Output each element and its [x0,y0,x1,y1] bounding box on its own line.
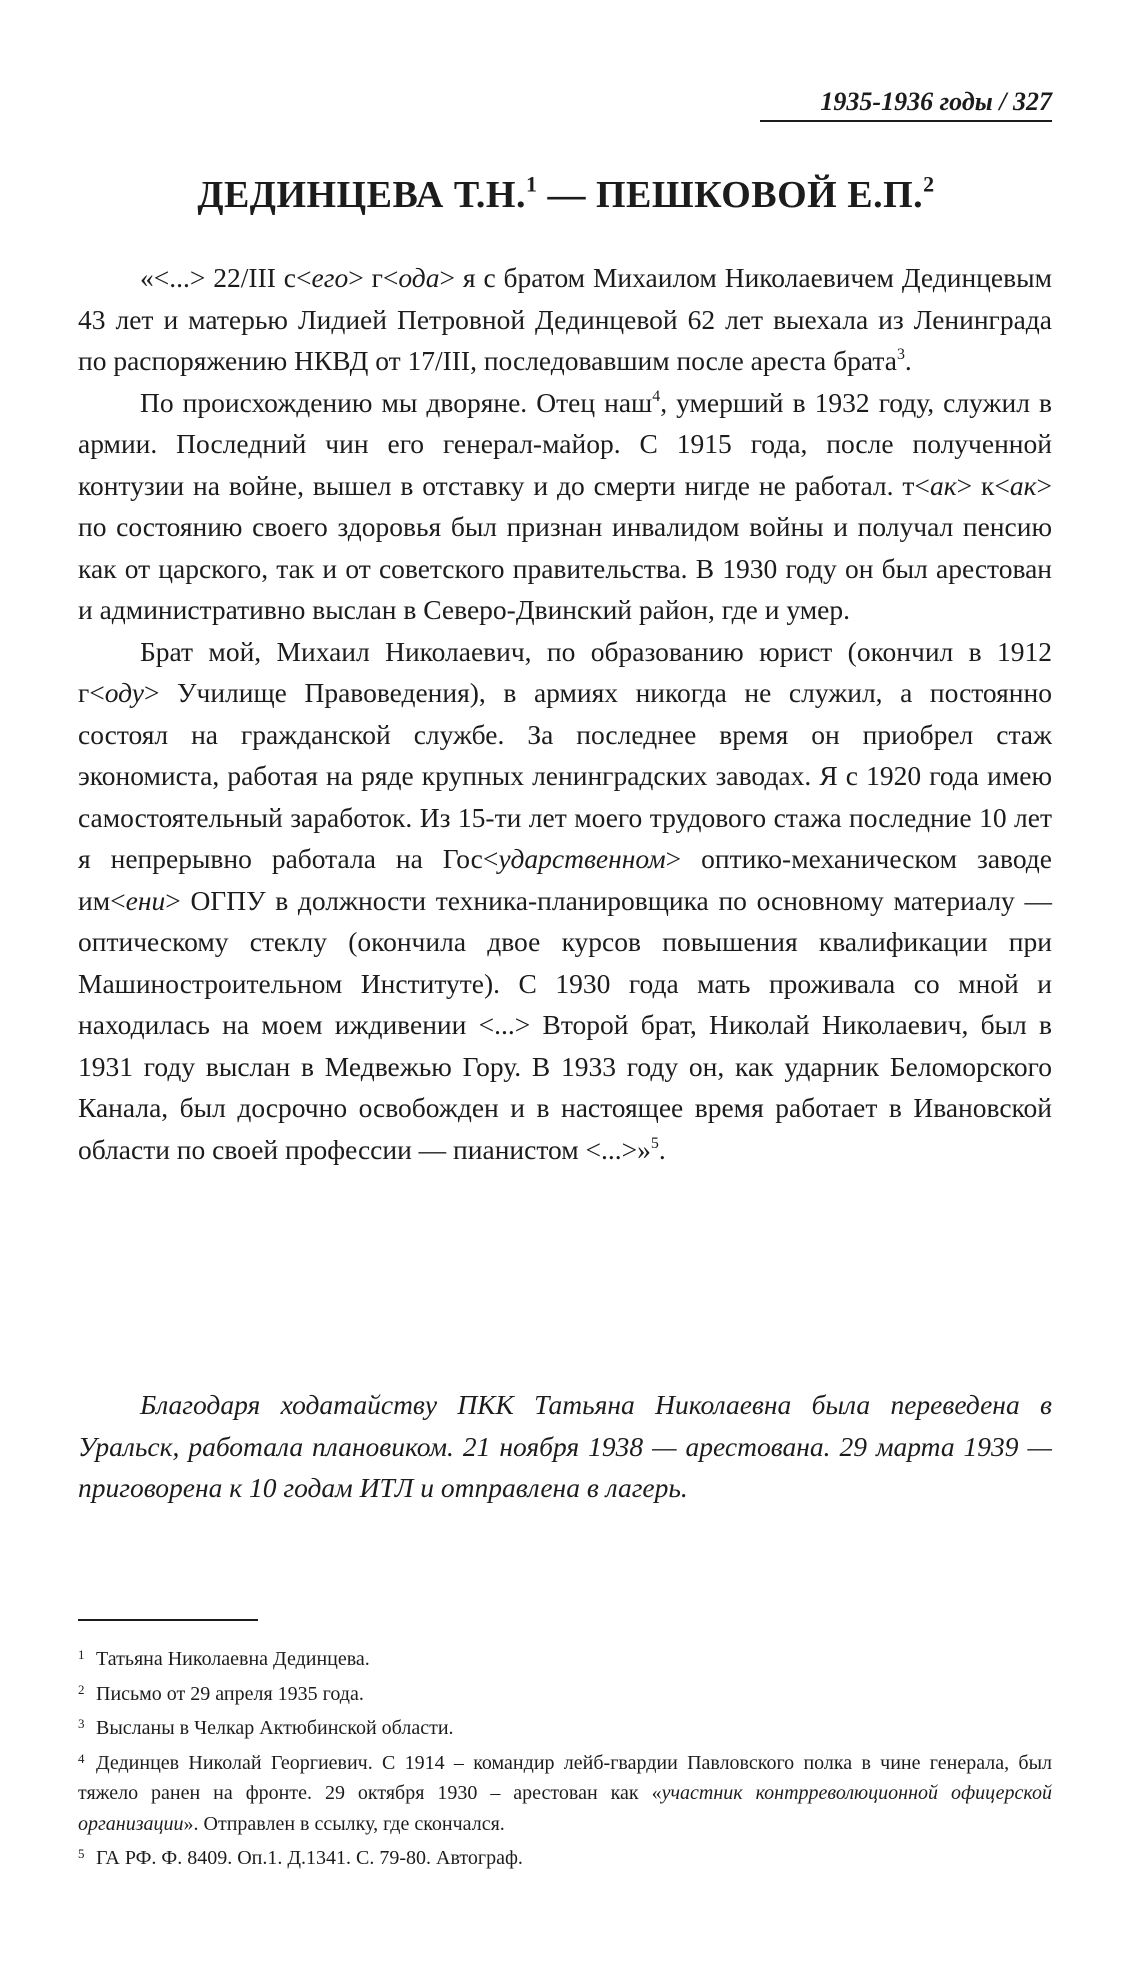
text-run: > я с братом Михаилом Николаевичем Дединцевым 43 лет и матерью Лидией Петровной Дединцевой 62 лет выехала из Ленинграда по распоряжению НКВД от 17/III, последовавшим после ареста брата [78,262,1052,376]
title-text: ДЕДИНЦЕВА Т.Н. [197,174,526,216]
text-run-italic: ени [125,884,166,916]
text-run-italic: ак [929,469,957,501]
letter-paragraph-1 [78,257,1052,382]
text-run: «<...> 22/III с< [140,262,312,293]
footnote-text: Дединцев Николай Георгиевич. С 1914 – командир лейб-гвардии Павловского полка в чине генерала, был тяжело ранен на фронте. 29 октября 1930 – арестован как « [78,1751,1052,1804]
text-run-italic: ода [398,262,440,293]
footnote-divider [78,1619,258,1621]
text-run-italic: оду [104,677,144,708]
footnote-text-italic: участник контрреволюционной офицерской организации [78,1782,1052,1835]
title-footnote-ref-1: 1 [525,171,538,197]
text-run-italic: его [311,262,349,293]
footnote-number: 1 [78,1647,85,1662]
text-run: > ОГПУ в должности техника-планировщика по основному материалу — оптическому стеклу (окончила двое курсов повышения квалификации при Машиностроительном Институте). С 1930 года мать проживала со мной и находилась на моем иждивении <...> Второй брат, Николай Николаевич, был в 1931 году выслан в Медвежью Гору. В 1933 году он, как ударник Беломорского Канала, был досрочно освобожден и в настоящее время работает в Ивановской области по своей профессии — пианистом <...>» [78,884,1052,1165]
running-head: 1935-1936 годы / 327 [760,86,1052,122]
footnote-text: Татьяна Николаевна Дединцева. [96,1648,370,1670]
text-run: По происхождению мы дворяне. Отец наш [140,386,653,418]
footnote-text: Высланы в Челкар Актюбинской области. [96,1717,454,1739]
text-run-italic: ударственном [498,843,666,874]
footnote-2 [78,1675,1052,1710]
text-run: > г< [348,262,399,293]
footnote-5 [78,1839,1052,1874]
text-run: > к< [956,469,1010,501]
footnotes [78,1640,1052,1874]
text-run: > оптико-механическом заводе им< [78,843,1052,916]
footnote-text: Письмо от 29 апреля 1935 года. [96,1682,364,1705]
text-run: , умерший в 1932 году, служил в армии. Последний чин его генерал-майор. С 1915 года, после полученной контузии на войне, вышел в отставку и до смерти нигде не работал. т< [78,386,1053,501]
text-run: > по состоянию своего здоровья был признан инвалидом войны и получал пенсию как от царского, так и от советского правительства. В 1930 году он был арестован и административно выслан в Северо-Двинский район, где и умер. [78,469,1052,625]
footnote-4 [78,1744,1052,1840]
text-run-italic: ак [1009,469,1037,501]
letter-paragraph-2 [78,382,1052,631]
text-run: Брат мой, Михаил Николаевич, по образованию юрист (окончил в 1912 г< [78,635,1052,708]
title-text-recipient: — ПЕШКОВОЙ Е.П. [537,174,924,216]
footnote-number: 3 [78,1716,85,1731]
footnote-1 [78,1640,1052,1675]
footnote-number: 2 [78,1681,85,1697]
footnote-ref: 5 [650,1134,659,1152]
footnote-number: 4 [78,1750,85,1766]
text-run: > Училище Правоведения), в армиях никогда не служил, а постоянно состоял на гражданской службе. За последнее время он приобрел стаж экономиста, работая на ряде крупных ленинградских заводах. Я с 1920 года имею самостоятельный заработок. Из 15-ти лет моего трудового стажа последние 10 лет я непрерывно работала на Гос< [78,677,1052,874]
footnote-text: ». Отправлен в ссылку, где скончался. [183,1812,505,1835]
footnote-ref: 3 [896,345,905,363]
page-title [80,172,1052,218]
text-run: . [658,1133,666,1165]
footnote-text: ГА РФ. Ф. 8409. Оп.1. Д.1341. С. 79-80. Автограф. [96,1847,523,1869]
letter-paragraph-3 [78,631,1052,1171]
text-run: . [904,345,912,376]
letter-body [78,257,1052,1170]
editorial-note: Благодаря ходатайству ПКК Татьяна Николаевна была переведена в Уральск, работала плановиком. 21 ноября 1938 — арестована. 29 марта 1939 — приговорена к 10 годам ИТЛ и отправлена в лагерь. [78,1389,1052,1503]
footnote-ref: 4 [652,387,661,405]
footnote-number: 5 [78,1846,85,1861]
footnote-3 [78,1709,1052,1744]
title-footnote-ref-2: 2 [923,171,935,197]
